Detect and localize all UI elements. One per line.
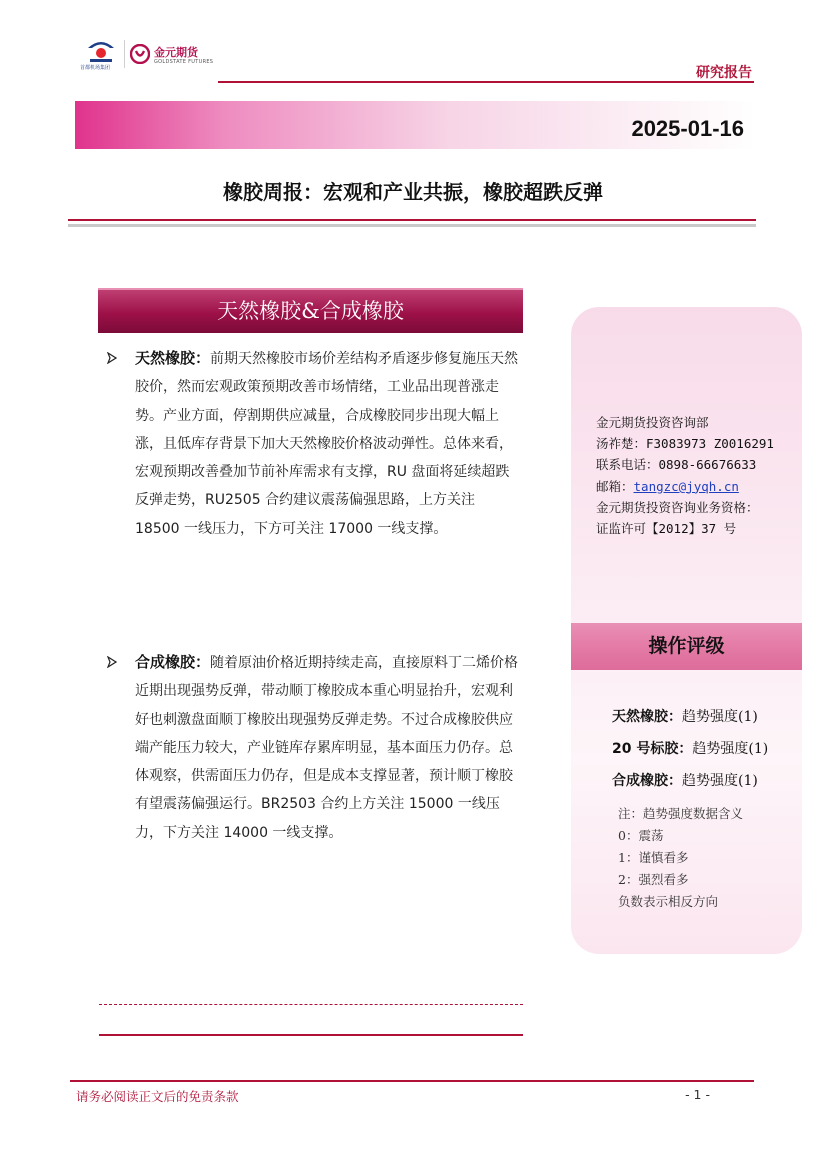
footer-rule [70, 1080, 754, 1082]
bullet-body: 随着原油价格近期持续走高，直接原料丁二烯价格近期出现强势反弹，带动顺丁橡胶成本重心明显抬升，宏观利好也刺激盘面顺丁橡胶出现强势反弹走势。不过合成橡胶供应端产能压力较大，产业链库存累库明显，基本面压力仍存。总体观察，供需面压力仍存，但是成本支撑显著，预计顺丁橡胶有望震荡偏强运行。BR2503 合约上方关注 15000 一线压力，下方关注 14000 一线支撑。 [135, 655, 519, 841]
contact-license: 证监许可【2012】37 号 [596, 521, 737, 537]
header-rule [218, 81, 754, 83]
section-heading: 天然橡胶&合成橡胶 [98, 288, 523, 333]
disclaimer-text: 请务必阅读正文后的免责条款 [76, 1089, 239, 1104]
company-logo [80, 38, 220, 74]
contact-email-link[interactable]: tangzc@jyqh.cn [633, 478, 739, 494]
report-type-label: 研究报告 [696, 65, 752, 81]
rating-name: 天然橡胶： [612, 709, 682, 725]
contact-department: 金元期货投资咨询部 [596, 415, 709, 430]
rating-value: 趋势强度(1) [692, 741, 769, 757]
logo-caption-right: GOLDSTATE FUTURES [154, 59, 214, 65]
solid-divider [99, 1034, 523, 1036]
page-number: - 1 - [685, 1087, 710, 1102]
contact-block [596, 412, 774, 539]
logo-caption-left: 首都机场集团 [80, 65, 111, 71]
bullet-synthetic-rubber [107, 648, 522, 847]
bullet-lead: 天然橡胶： [135, 349, 211, 367]
bullet-body: 前期天然橡胶市场价差结构矛盾逐步修复施压天然胶价，然而宏观政策预期改善市场情绪，工业品出现普涨走势。产业方面，停割期供应减量，合成橡胶同步出现大幅上涨，且低库存背景下加大天然橡胶价格波动弹性。总体来看，宏观预期改善叠加节前补库需求有支撑，RU 盘面将延续超跌反弹走势，RU2505 合约建议震荡偏强思路，上方关注 18500 一线压力，下方可关注 17000 一线支撑。 [135, 351, 519, 537]
note-line: 负数表示相反方向 [618, 894, 719, 909]
logo-name: 金元期货 [154, 46, 198, 59]
bullet-natural-rubber [107, 344, 522, 543]
title-rule-shadow [68, 224, 756, 227]
contact-analyst: 汤祚楚：F3083973 Z0016291 [596, 436, 774, 452]
logo-separator [124, 40, 125, 68]
note-line: 注：趋势强度数据含义 [618, 806, 744, 821]
rating-row [612, 706, 758, 726]
goldstate-logo-icon [130, 44, 150, 64]
note-line: 0：震荡 [618, 828, 664, 843]
rating-row [612, 770, 758, 790]
bullet-lead: 合成橡胶： [135, 653, 211, 671]
arrow-bullet-icon [107, 656, 117, 668]
arrow-bullet-icon [107, 352, 117, 364]
rating-row [612, 738, 768, 758]
rating-name: 合成橡胶： [612, 773, 682, 789]
rating-heading: 操作评级 [571, 623, 802, 670]
title-rule [68, 219, 756, 221]
dashed-divider [99, 1004, 523, 1005]
rating-name: 20 号标胶： [612, 741, 693, 757]
rating-value: 趋势强度(1) [682, 773, 758, 789]
contact-phone: 联系电话：0898-66676633 [596, 457, 757, 473]
report-title: 橡胶周报：宏观和产业共振，橡胶超跌反弹 [223, 180, 603, 204]
rating-value: 趋势强度(1) [682, 709, 758, 725]
contact-qualification: 金元期货投资咨询业务资格： [596, 499, 759, 515]
note-line: 1：谨慎看多 [618, 850, 689, 865]
report-date: 2025-01-16 [631, 116, 744, 141]
rating-notes [618, 803, 743, 913]
airport-group-logo-icon [86, 38, 116, 64]
contact-email-label: 邮箱： [596, 478, 634, 494]
note-line: 2：强烈看多 [618, 872, 689, 887]
